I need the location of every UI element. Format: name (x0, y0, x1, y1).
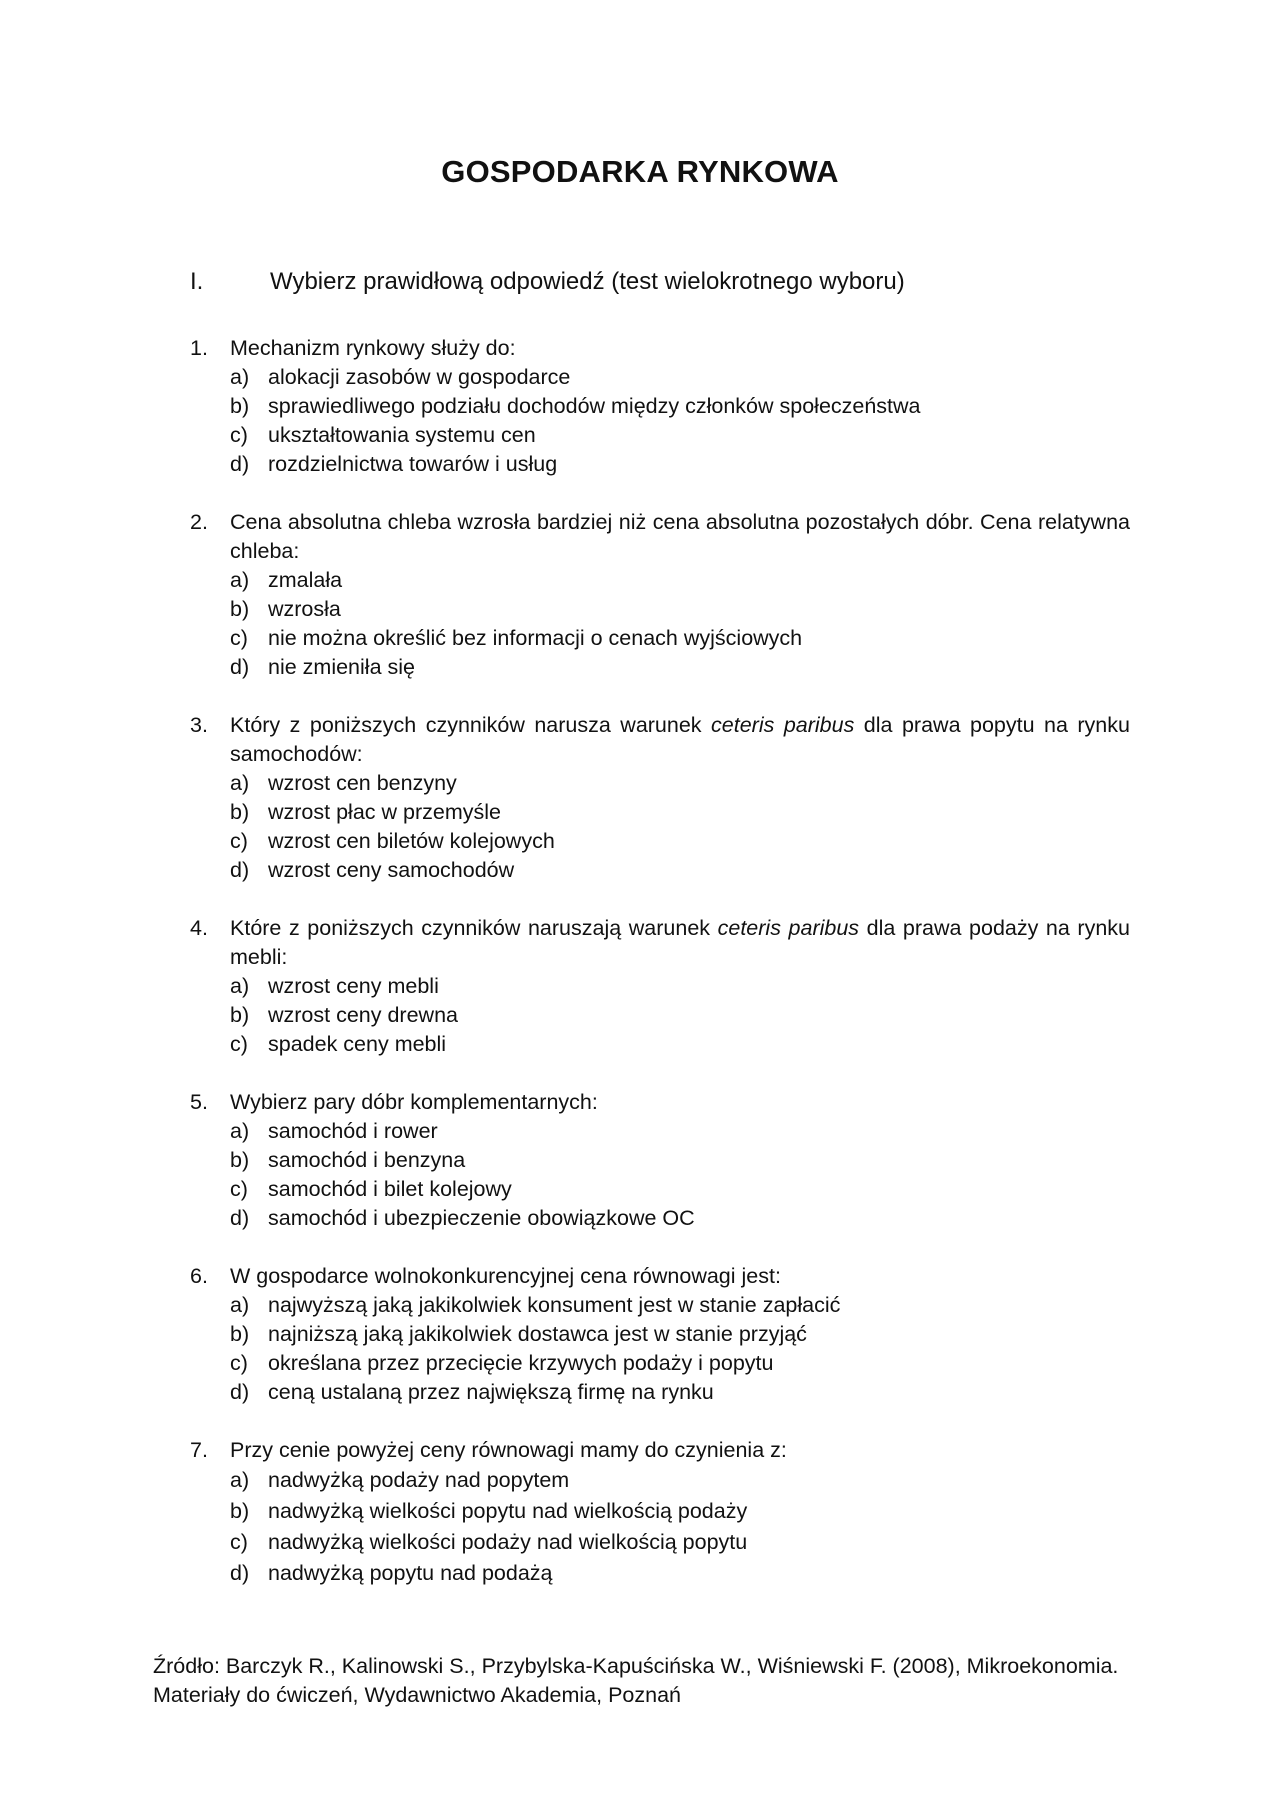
answer-option-b (230, 1496, 1130, 1527)
question-number: 4. (190, 916, 208, 940)
option-text: nadwyżką wielkości popytu nad wielkością podaży (268, 1499, 748, 1523)
question-text (230, 508, 1130, 566)
answer-option-d (230, 856, 1130, 885)
answer-option-d (230, 1558, 1130, 1589)
answer-option-a (230, 769, 1130, 798)
answer-option-a (230, 1465, 1130, 1496)
option-text: nie można określić bez informacji o cenach wyjściowych (268, 626, 803, 650)
question-text-part: W gospodarce wolnokonkurencyjnej cena równowagi jest: (230, 1264, 781, 1288)
option-text: spadek ceny mebli (268, 1032, 447, 1056)
option-text: nadwyżką wielkości podaży nad wielkością popytu (268, 1530, 748, 1554)
option-letter: a) (230, 365, 250, 389)
option-text: samochód i bilet kolejowy (268, 1177, 512, 1201)
option-letter: b) (230, 1499, 250, 1523)
option-letter: a) (230, 568, 250, 592)
option-letter: d) (230, 858, 250, 882)
source-citation (153, 1652, 1133, 1710)
question-text-part: Cena absolutna chleba wzrosła bardziej niż cena absolutna pozostałych dóbr. Cena relatywna chleba: (230, 510, 1130, 563)
question-text-italic: ceteris paribus (711, 713, 855, 737)
option-letter: c) (230, 626, 248, 650)
question-1 (190, 334, 1130, 479)
option-text: ceną ustalaną przez największą firmę na rynku (268, 1380, 714, 1404)
option-letter: c) (230, 1032, 248, 1056)
option-letter: b) (230, 394, 250, 418)
answer-option-a (230, 972, 1130, 1001)
option-text: rozdzielnictwa towarów i usług (268, 452, 558, 476)
question-number: 7. (190, 1438, 208, 1462)
option-text: wzrost ceny samochodów (268, 858, 515, 882)
option-letter: c) (230, 1177, 248, 1201)
answer-options (190, 566, 1130, 682)
option-text: najwyższą jaką jakikolwiek konsument jest w stanie zapłacić (268, 1293, 841, 1317)
option-letter: c) (230, 423, 248, 447)
question-number: 3. (190, 713, 208, 737)
option-letter: a) (230, 1293, 250, 1317)
answer-options (190, 1465, 1130, 1589)
answer-option-c (230, 624, 1130, 653)
answer-option-b (230, 798, 1130, 827)
answer-option-c (230, 421, 1130, 450)
question-2 (190, 508, 1130, 682)
option-letter: d) (230, 1206, 250, 1230)
answer-option-a (230, 1117, 1130, 1146)
question-text-italic: ceteris paribus (717, 916, 860, 940)
option-text: wzrosła (268, 597, 341, 621)
question-number: 5. (190, 1090, 208, 1114)
answer-option-d (230, 1204, 1130, 1233)
option-letter: c) (230, 829, 248, 853)
question-text-part: Który z poniższych czynników narusza warunek (230, 713, 712, 737)
question-list (190, 334, 1130, 1618)
answer-option-a (230, 1291, 1130, 1320)
question-text (230, 914, 1130, 972)
page-title: GOSPODARKA RYNKOWA (441, 154, 839, 189)
option-text: wzrost ceny drewna (268, 1003, 458, 1027)
question-7 (190, 1436, 1130, 1589)
question-text (230, 334, 1130, 363)
option-text: nadwyżką popytu nad podażą (268, 1561, 553, 1585)
answer-option-c (230, 1349, 1130, 1378)
option-text: ukształtowania systemu cen (268, 423, 536, 447)
option-text: alokacji zasobów w gospodarce (268, 365, 571, 389)
option-text: zmalała (268, 568, 343, 592)
option-letter: d) (230, 1561, 250, 1585)
question-text (230, 1088, 1130, 1117)
option-text: wzrost płac w przemyśle (268, 800, 501, 824)
option-letter: d) (230, 1380, 250, 1404)
option-text: określana przez przecięcie krzywych podaży i popytu (268, 1351, 774, 1375)
option-letter: b) (230, 1322, 250, 1346)
question-number: 1. (190, 336, 208, 360)
answer-option-d (230, 450, 1130, 479)
question-3 (190, 711, 1130, 885)
option-text: wzrost ceny mebli (268, 974, 439, 998)
question-text-part: Przy cenie powyżej ceny równowagi mamy do czynienia z: (230, 1438, 787, 1462)
option-letter: d) (230, 452, 250, 476)
answer-option-c (230, 827, 1130, 856)
question-text (230, 1262, 1130, 1291)
question-text-part: Które z poniższych czynników naruszają warunek (230, 916, 718, 940)
section-number: I. (190, 268, 204, 295)
option-letter: a) (230, 974, 250, 998)
question-text-part: Mechanizm rynkowy służy do: (230, 336, 516, 360)
answer-option-b (230, 1320, 1130, 1349)
option-text: wzrost cen benzyny (268, 771, 457, 795)
question-text (230, 711, 1130, 769)
option-text: samochód i ubezpieczenie obowiązkowe OC (268, 1206, 695, 1230)
option-letter: b) (230, 800, 250, 824)
option-text: najniższą jaką jakikolwiek dostawca jest w stanie przyjąć (268, 1322, 807, 1346)
answer-options (190, 769, 1130, 885)
source-line-2: Materiały do ćwiczeń, Wydawnictwo Akademia, Poznań (153, 1683, 681, 1707)
answer-option-a (230, 566, 1130, 595)
option-text: samochód i rower (268, 1119, 438, 1143)
option-letter: b) (230, 597, 250, 621)
option-letter: c) (230, 1530, 248, 1554)
answer-option-d (230, 653, 1130, 682)
question-text (230, 1436, 1130, 1465)
option-letter: d) (230, 655, 250, 679)
question-number: 2. (190, 510, 208, 534)
question-4 (190, 914, 1130, 1059)
option-text: sprawiedliwego podziału dochodów między członków społeczeństwa (268, 394, 921, 418)
answer-option-b (230, 595, 1130, 624)
answer-option-d (230, 1378, 1130, 1407)
option-letter: b) (230, 1003, 250, 1027)
answer-option-b (230, 1001, 1130, 1030)
option-letter: a) (230, 1119, 250, 1143)
section-heading (190, 268, 905, 296)
option-text: wzrost cen biletów kolejowych (268, 829, 555, 853)
answer-option-c (230, 1527, 1130, 1558)
answer-option-a (230, 363, 1130, 392)
question-text-part: Wybierz pary dóbr komplementarnych: (230, 1090, 598, 1114)
source-line-1: Źródło: Barczyk R., Kalinowski S., Przybylska-Kapuścińska W., Wiśniewski F. (2008), Mikroekonomia. (153, 1654, 1119, 1678)
question-text-part: dla prawa podaży na rynku mebli: (230, 916, 1130, 969)
answer-option-c (230, 1175, 1130, 1204)
option-letter: b) (230, 1148, 250, 1172)
answer-options (190, 1291, 1130, 1407)
option-letter: a) (230, 1468, 250, 1492)
answer-options (190, 363, 1130, 479)
question-number: 6. (190, 1264, 208, 1288)
question-5 (190, 1088, 1130, 1233)
option-letter: a) (230, 771, 250, 795)
question-text-part: dla prawa popytu na rynku samochodów: (230, 713, 1130, 766)
option-letter: c) (230, 1351, 248, 1375)
answer-option-b (230, 392, 1130, 421)
answer-options (190, 972, 1130, 1059)
option-text: nie zmieniła się (268, 655, 415, 679)
answer-options (190, 1117, 1130, 1233)
option-text: nadwyżką podaży nad popytem (268, 1468, 570, 1492)
answer-option-b (230, 1146, 1130, 1175)
section-heading-text: Wybierz prawidłową odpowiedź (test wielokrotnego wyboru) (270, 268, 905, 295)
answer-option-c (230, 1030, 1130, 1059)
question-6 (190, 1262, 1130, 1407)
option-text: samochód i benzyna (268, 1148, 466, 1172)
